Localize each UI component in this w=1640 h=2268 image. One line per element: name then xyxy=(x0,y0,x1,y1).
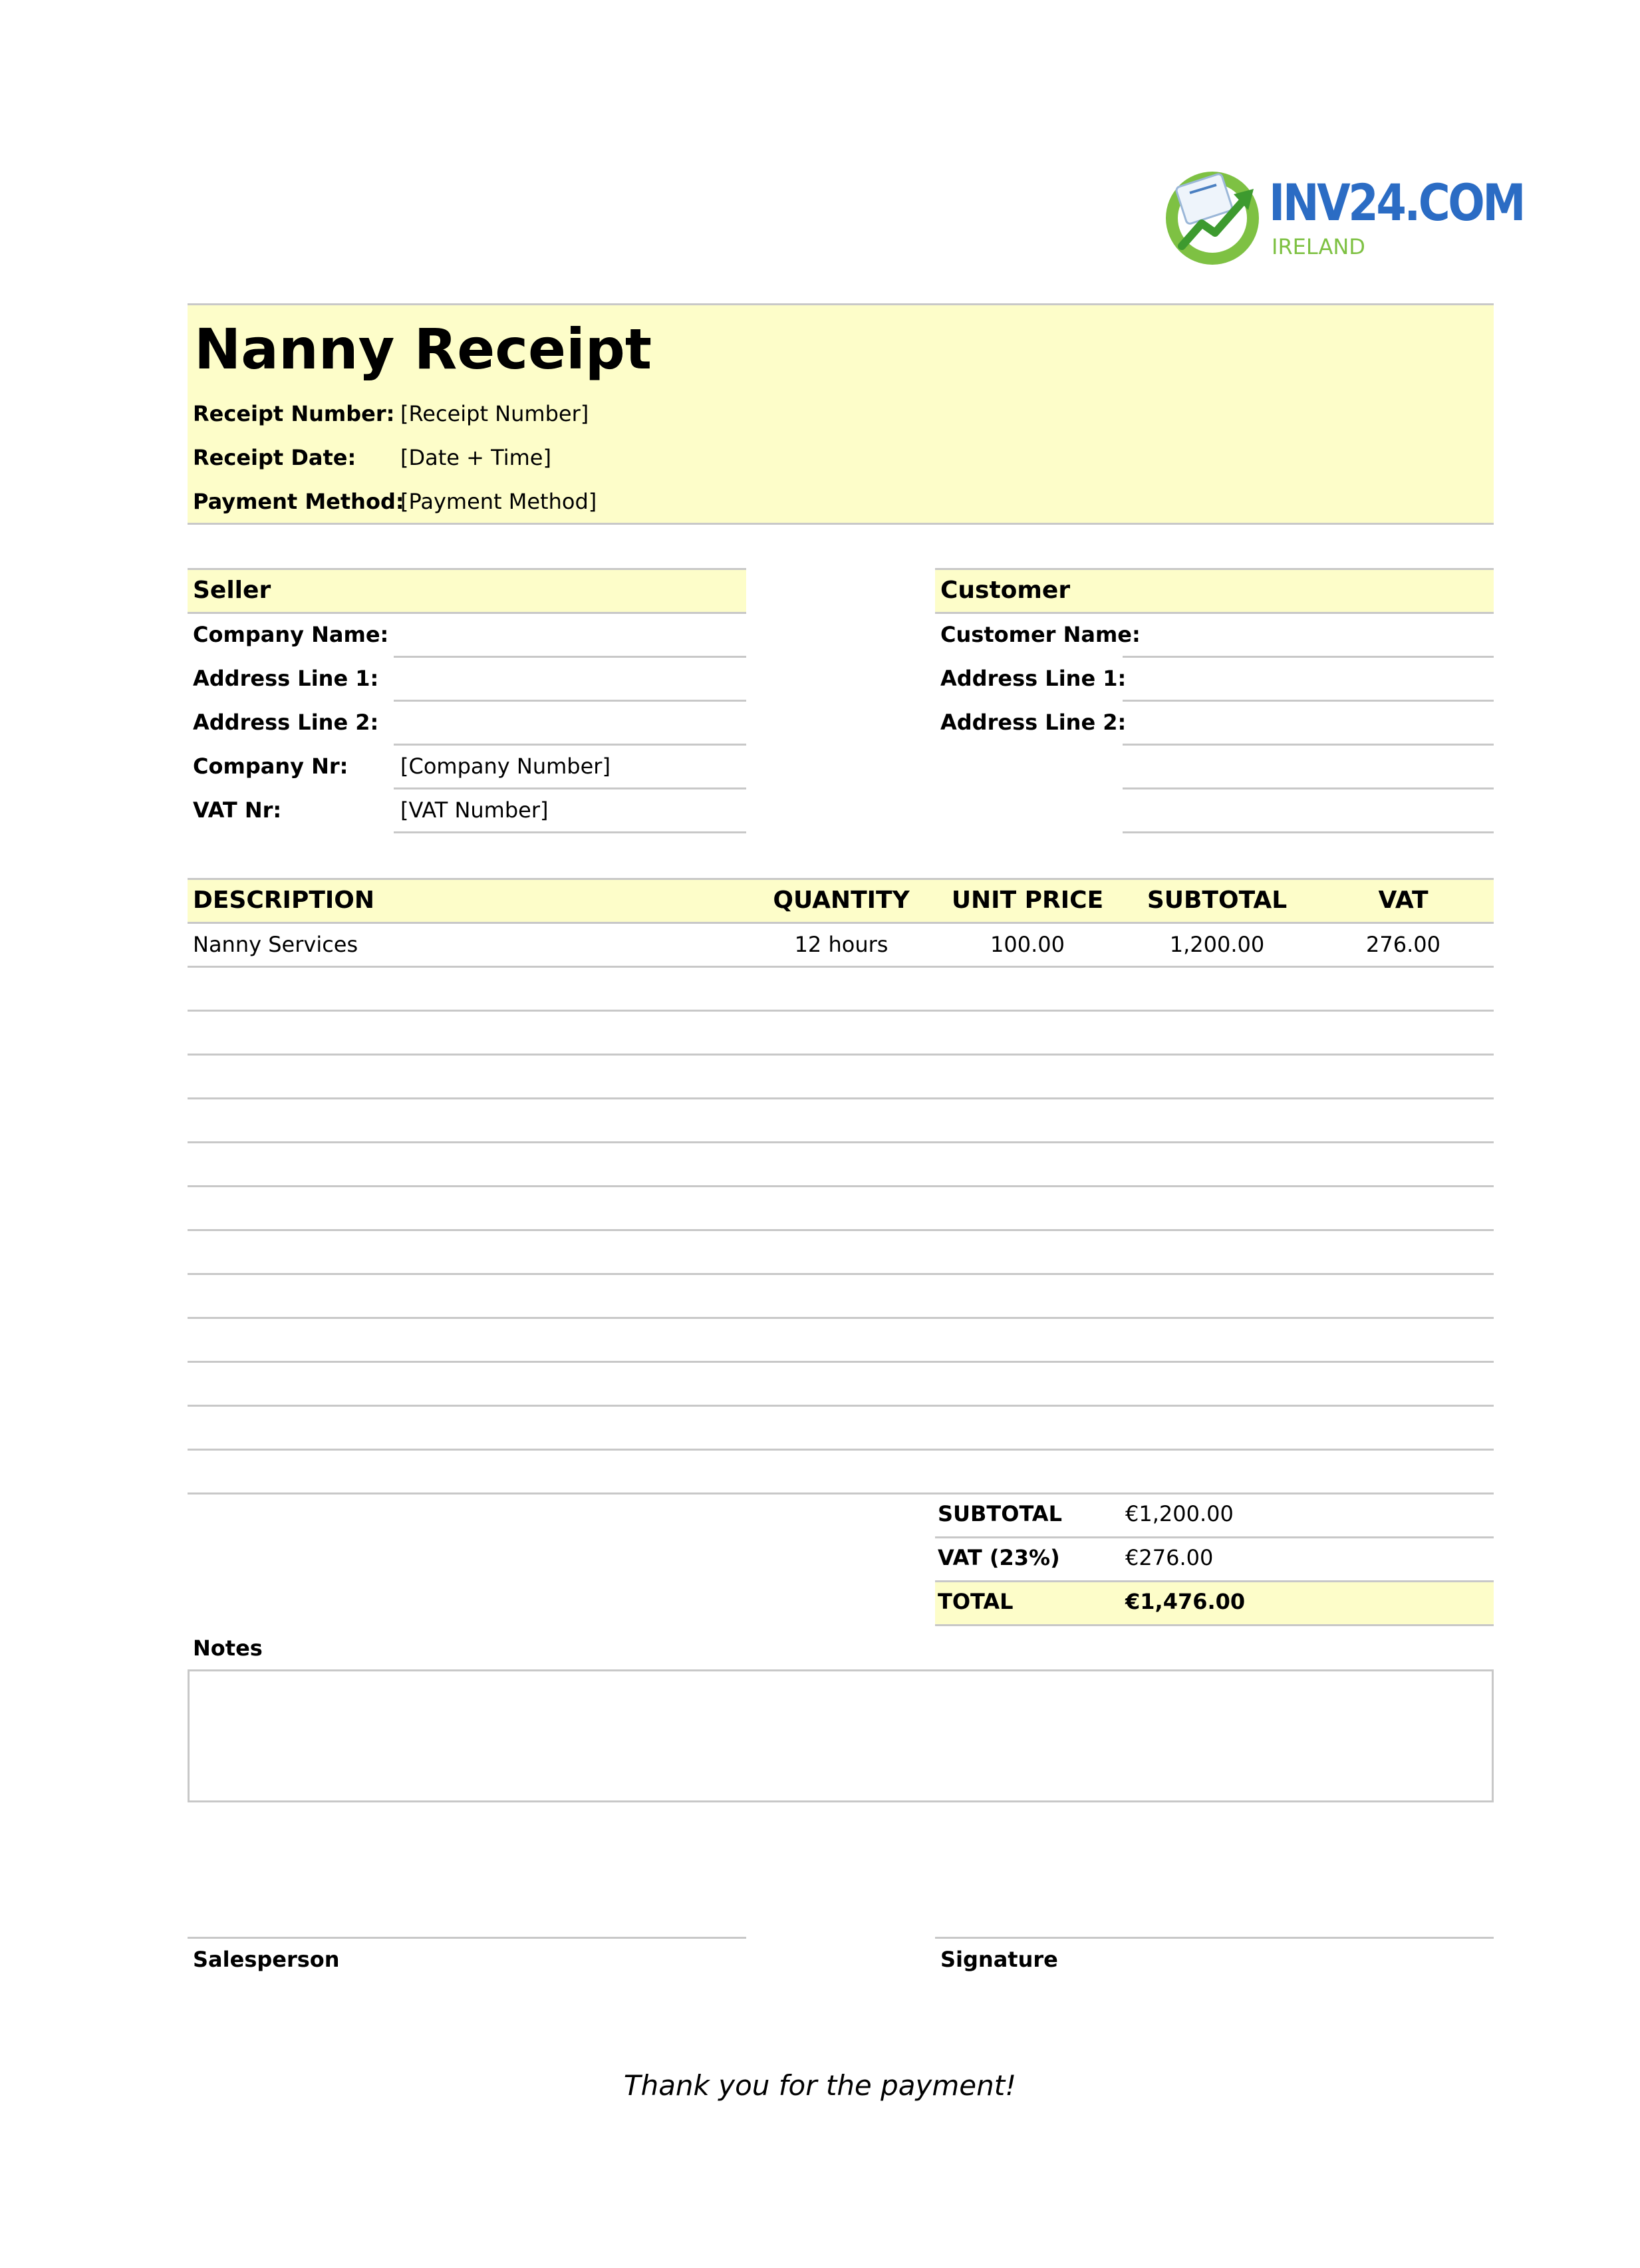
table-row-line xyxy=(188,1449,1494,1451)
col-header-vat: VAT xyxy=(1378,887,1429,914)
seller-address-1-label: Address Line 1: xyxy=(193,666,379,691)
table-row-line xyxy=(188,1405,1494,1407)
divider xyxy=(935,568,1494,570)
customer-heading: Customer xyxy=(940,577,1071,604)
table-row-line xyxy=(188,1054,1494,1056)
seller-company-name-label: Company Name: xyxy=(193,622,389,647)
divider xyxy=(188,523,1494,525)
seller-company-nr-label: Company Nr: xyxy=(193,754,348,779)
item-quantity[interactable]: 12 hours xyxy=(794,932,888,957)
salesperson-label: Salesperson xyxy=(193,1947,340,1972)
col-header-subtotal: SUBTOTAL xyxy=(1147,887,1288,914)
col-header-description: DESCRIPTION xyxy=(193,887,375,914)
divider xyxy=(188,922,1494,924)
seller-heading: Seller xyxy=(193,577,271,604)
divider xyxy=(188,612,746,614)
table-row-line xyxy=(188,1141,1494,1143)
totals-subtotal-value: €1,200.00 xyxy=(1125,1501,1234,1526)
table-row-line xyxy=(188,1361,1494,1363)
item-subtotal[interactable]: 1,200.00 xyxy=(1169,932,1265,957)
table-row-line xyxy=(188,966,1494,968)
field-underline xyxy=(394,787,746,789)
notes-field[interactable] xyxy=(188,1669,1494,1802)
seller-vat-nr-field[interactable]: [VAT Number] xyxy=(400,797,549,823)
col-header-quantity: QUANTITY xyxy=(773,887,910,914)
payment-method-value[interactable]: [Payment Method] xyxy=(400,489,597,514)
seller-heading-band xyxy=(188,569,746,613)
logo-wordmark: INV24.COM xyxy=(1269,173,1524,232)
totals-vat-value: €276.00 xyxy=(1125,1545,1214,1570)
table-row-line xyxy=(188,1185,1494,1187)
customer-address-1-label: Address Line 1: xyxy=(940,666,1127,691)
customer-signature-line xyxy=(935,1937,1494,1939)
table-row-line xyxy=(188,1317,1494,1319)
divider xyxy=(188,878,1494,880)
thank-you-note: Thank you for the payment! xyxy=(623,2069,1017,2102)
seller-company-nr-field[interactable]: [Company Number] xyxy=(400,754,611,779)
customer-address-2-label: Address Line 2: xyxy=(940,710,1127,735)
table-row-line xyxy=(188,1229,1494,1231)
totals-subtotal-label: SUBTOTAL xyxy=(938,1501,1062,1526)
table-row-line xyxy=(188,1097,1494,1099)
field-underline xyxy=(1123,787,1494,789)
field-underline xyxy=(394,700,746,702)
field-underline xyxy=(394,656,746,658)
field-underline xyxy=(1123,831,1494,833)
chart-arrow-logo-icon xyxy=(1161,160,1267,273)
seller-address-2-label: Address Line 2: xyxy=(193,710,379,735)
field-underline xyxy=(1123,744,1494,746)
item-unit-price[interactable]: 100.00 xyxy=(990,932,1065,957)
divider xyxy=(188,568,746,570)
field-underline xyxy=(1123,700,1494,702)
item-description[interactable]: Nanny Services xyxy=(193,932,358,957)
customer-name-label: Customer Name: xyxy=(940,622,1141,647)
page-title: Nanny Receipt xyxy=(194,317,652,382)
receipt-date-label: Receipt Date: xyxy=(193,445,356,470)
table-row-line xyxy=(188,1010,1494,1012)
col-header-unit-price: UNIT PRICE xyxy=(951,887,1104,914)
divider xyxy=(935,612,1494,614)
field-underline xyxy=(394,831,746,833)
logo-subtitle: IRELAND xyxy=(1272,234,1365,259)
table-row-line xyxy=(188,1273,1494,1275)
totals-vat-label: VAT (23%) xyxy=(938,1545,1060,1570)
totals-total-value: €1,476.00 xyxy=(1125,1589,1246,1614)
payment-method-label: Payment Method: xyxy=(193,489,404,514)
salesperson-signature-line xyxy=(188,1937,746,1939)
totals-total-label: TOTAL xyxy=(938,1589,1014,1614)
receipt-date-value[interactable]: [Date + Time] xyxy=(400,445,551,470)
item-vat[interactable]: 276.00 xyxy=(1366,932,1440,957)
divider xyxy=(935,1536,1494,1538)
field-underline xyxy=(394,744,746,746)
seller-vat-nr-label: VAT Nr: xyxy=(193,797,282,823)
notes-label: Notes xyxy=(193,1635,263,1661)
divider xyxy=(935,1624,1494,1626)
table-row-line xyxy=(188,1492,1494,1494)
divider xyxy=(188,303,1494,305)
receipt-number-value[interactable]: [Receipt Number] xyxy=(400,401,589,426)
field-underline xyxy=(1123,656,1494,658)
receipt-number-label: Receipt Number: xyxy=(193,401,395,426)
signature-label: Signature xyxy=(940,1947,1058,1972)
